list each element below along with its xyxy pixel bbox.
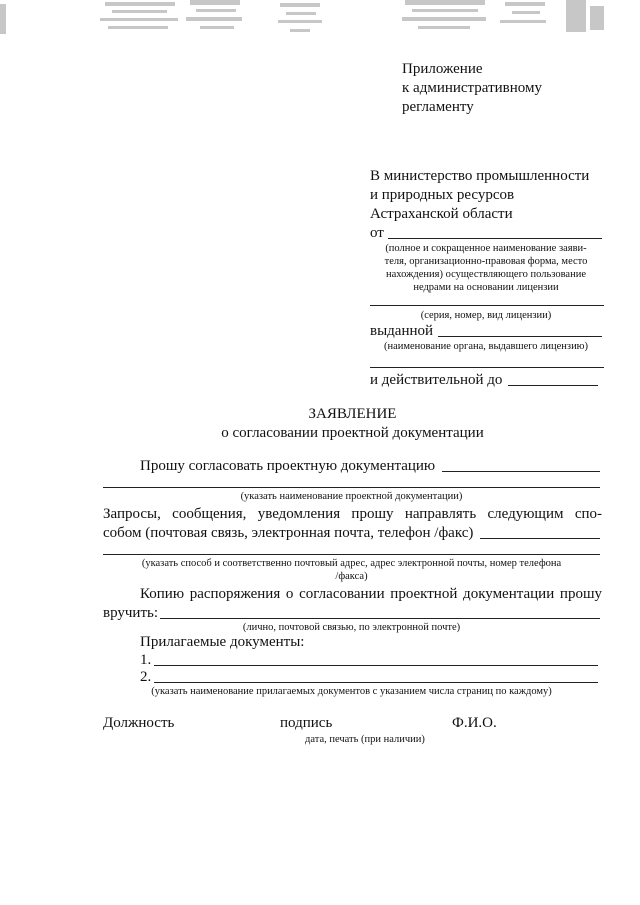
scan-artifacts: [0, 0, 640, 40]
copy-line-1: Копию распоряжения о согласовании проектной документации прошу: [140, 586, 602, 602]
addressee-line-3: Астраханской области: [370, 206, 513, 222]
attachment-item-2-number: 2.: [140, 669, 152, 685]
valid-label: и действительной до: [370, 372, 503, 388]
signature-position: Должность: [103, 715, 175, 731]
issued-hint: (наименование органа, выдавшего лицензию): [383, 341, 589, 352]
copy-hint: (лично, почтовой связью, по электронной почте): [242, 622, 461, 633]
license-field-line[interactable]: [370, 305, 604, 306]
copy-line-2: вручить:: [103, 605, 159, 621]
addressee-line-1: В министерство промышленности: [370, 168, 590, 184]
inquiry-line-2: собом (почтовая связь, электронная почта, телефон /факс): [103, 525, 474, 541]
issued-label: выданной: [370, 323, 434, 339]
document-title: ЗАЯВЛЕНИЕ: [308, 406, 397, 422]
signature-sign: подпись: [280, 715, 333, 731]
valid-date-field-line[interactable]: [508, 385, 598, 386]
issued-field-line-2[interactable]: [370, 367, 604, 368]
issued-field-line[interactable]: [438, 336, 602, 337]
attachment-item-2-line[interactable]: [154, 682, 598, 683]
from-hint-4: недрами на основании лицензии: [413, 282, 559, 293]
request-field-line[interactable]: [442, 471, 600, 472]
inquiry-field-line-2[interactable]: [103, 554, 600, 555]
from-hint-3: нахождения) осуществляющего пользование: [386, 269, 586, 280]
signature-date-hint: дата, печать (при наличии): [305, 734, 425, 745]
from-label: от: [370, 225, 384, 241]
appendix-line-2: к административному: [402, 80, 542, 96]
request-hint: (указать наименование проектной документации): [240, 491, 463, 502]
inquiry-hint-1: (указать способ и соответственно почтовый адрес, адрес электронной почты, номер телефона: [141, 558, 562, 569]
inquiry-field-line[interactable]: [480, 538, 600, 539]
appendix-line-3: регламенту: [402, 99, 474, 115]
inquiry-hint-2: /факса): [335, 571, 368, 582]
addressee-line-2: и природных ресурсов: [370, 187, 515, 203]
request-text: Прошу согласовать проектную документацию: [140, 458, 436, 474]
copy-field-line[interactable]: [160, 618, 600, 619]
attachments-label: Прилагаемые документы:: [140, 634, 305, 650]
attachments-hint: (указать наименование прилагаемых документов с указанием числа страниц по каждому): [151, 686, 552, 697]
from-hint-2: теля, организационно-правовая форма, место: [384, 256, 588, 267]
attachment-item-1-line[interactable]: [154, 665, 598, 666]
signature-name: Ф.И.О.: [452, 715, 497, 731]
inquiry-line-1: Запросы, сообщения, уведомления прошу направлять следующим спо-: [103, 506, 602, 522]
attachment-item-1-number: 1.: [140, 652, 152, 668]
appendix-line-1: Приложение: [402, 61, 483, 77]
document-subtitle: о согласовании проектной документации: [221, 425, 484, 441]
request-field-line-2[interactable]: [103, 487, 600, 488]
license-hint: (серия, номер, вид лицензии): [420, 310, 552, 321]
from-field-line[interactable]: [388, 238, 602, 239]
from-hint-1: (полное и сокращенное наименование заяви-: [385, 243, 587, 254]
